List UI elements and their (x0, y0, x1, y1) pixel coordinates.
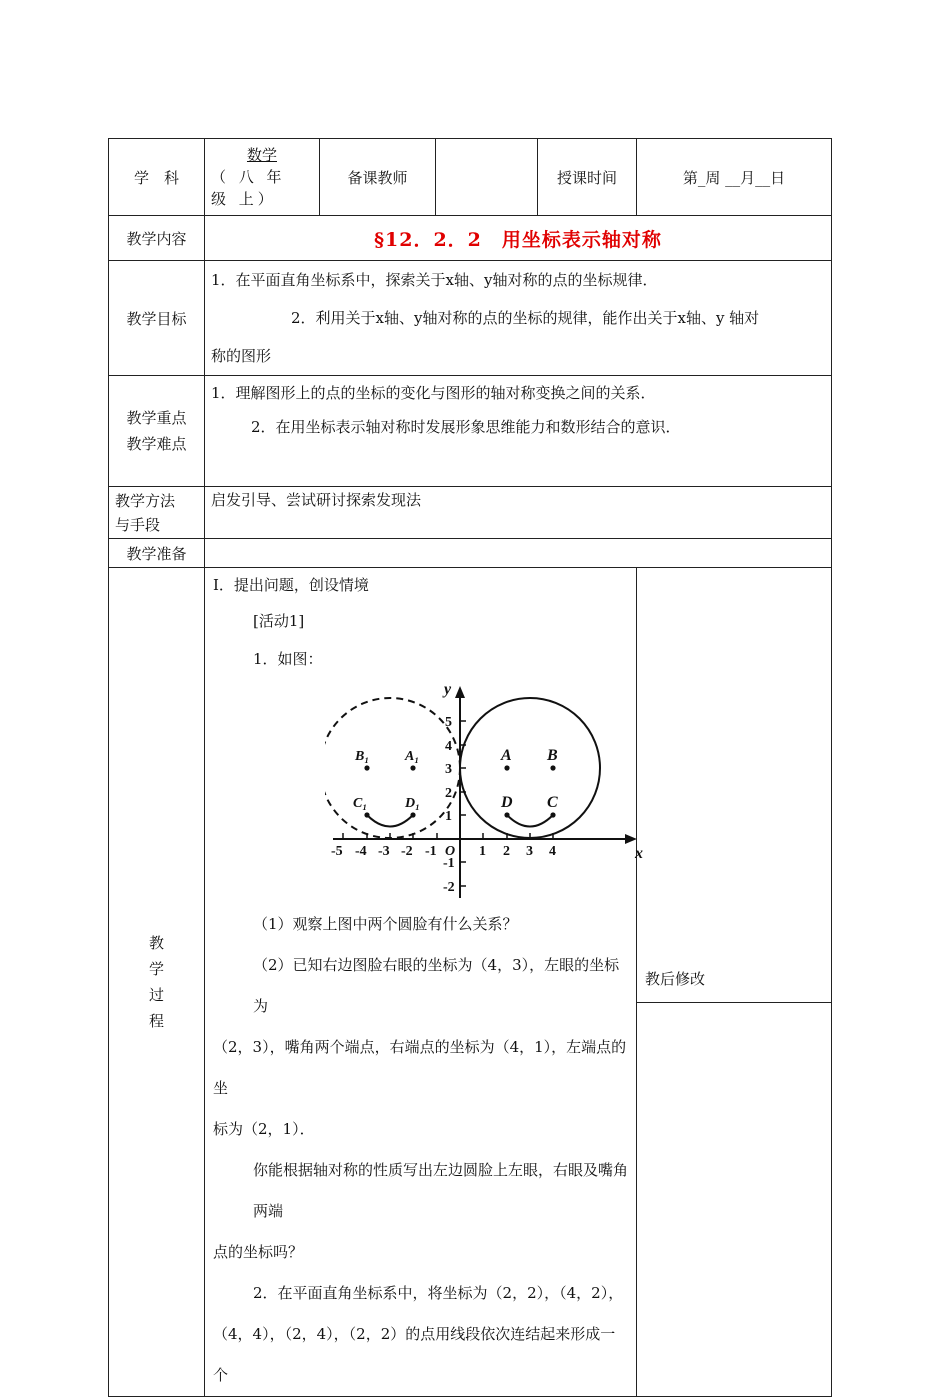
lesson-title: §12．2．2 用坐标表示轴对称 (205, 216, 832, 261)
keypoint-label: 教学重点 (126, 409, 187, 427)
prep-label: 教学准备 (109, 539, 205, 568)
coordinate-figure (325, 680, 665, 900)
method-value: 启发引导、尝试研讨探索发现法 (205, 487, 832, 539)
method-row (109, 487, 832, 539)
x-tick-label: -3 (378, 844, 390, 859)
point-label: B (547, 747, 558, 764)
teacher-label: 备课教师 (320, 139, 436, 216)
goal-1: 1．在平面直角坐标系中，探索关于x轴、y轴对称的点的坐标规律． (211, 271, 658, 289)
x-tick-label: 2 (503, 844, 510, 859)
process-row (109, 568, 832, 1397)
method-label-1: 教学方法 (115, 491, 176, 510)
point-label: C (547, 794, 558, 811)
y-tick-label: 1 (445, 809, 452, 824)
subject-label: 学 科 (109, 139, 205, 216)
y-tick-label: 3 (445, 762, 452, 777)
right-face-mouth (507, 815, 553, 827)
subject-value (205, 139, 320, 216)
left-face-mouth (367, 815, 413, 827)
question-3-line-1: 你能根据轴对称的性质写出左边圆脸上左眼，右眼及嘴角两端 (253, 1161, 629, 1220)
prep-value (205, 539, 832, 568)
x-tick-label: 3 (526, 844, 533, 859)
point-label: D₁ (405, 796, 420, 811)
origin-label: O (445, 844, 456, 859)
section-heading: Ⅰ．提出问题，创设情境 (213, 576, 369, 594)
goal-2: 2．利用关于x轴、y轴对称的点的坐标的规律，能作出关于x轴、y 轴对 (291, 309, 760, 327)
after-class-column (637, 568, 832, 1397)
point-label: B₁ (355, 749, 370, 764)
y-tick-label: 5 (445, 715, 452, 730)
process-label (109, 568, 205, 1397)
content-label: 教学内容 (109, 216, 205, 261)
process-char-1: 教 (148, 934, 164, 952)
x-tick-label: 4 (549, 844, 556, 859)
activity-label: [活动1] (253, 612, 305, 630)
content-row (109, 216, 832, 261)
question-3-line-2: 点的坐标吗？ (213, 1243, 304, 1261)
teacher-value (436, 139, 538, 216)
keypoints-text (205, 376, 832, 487)
grade-text: （ 八 年 级 上） (211, 168, 286, 208)
time-label: 授课时间 (538, 139, 637, 216)
y-tick-label: -1 (443, 856, 455, 871)
keypoints-label (109, 376, 205, 487)
y-tick-label: 4 (445, 739, 452, 754)
prep-row (109, 539, 832, 568)
point-label: C₁ (353, 796, 368, 811)
method-label (109, 487, 205, 539)
item-2-line-1: 2．在平面直角坐标系中，将坐标为（2，2），（4，2）， (253, 1284, 624, 1302)
y-axis-label: y (444, 681, 452, 698)
subject-name: 数学 (246, 146, 277, 164)
x-tick-label: -1 (425, 844, 437, 859)
item-2-line-2: （4，4），（2，4），（2，2）的点用线段依次连结起来形成一个 (213, 1325, 616, 1384)
method-label-2: 与手段 (115, 515, 161, 534)
header-row (109, 139, 832, 216)
goal-2-cont: 称的图形 (211, 347, 272, 365)
point-label: A₁ (405, 749, 420, 764)
process-char-2: 学 (148, 960, 164, 978)
y-tick-label: -2 (443, 880, 455, 895)
lesson-plan-table (108, 138, 832, 1397)
point-label: D (501, 794, 513, 811)
question-2-line-1: （2）已知右边图脸右眼的坐标为（4，3），左眼的坐标为 (253, 956, 620, 1015)
left-face-circle (325, 698, 460, 838)
goals-row (109, 261, 832, 376)
right-face-circle (460, 698, 600, 838)
point-label: A (501, 747, 512, 764)
x-tick-label: -5 (331, 844, 343, 859)
process-body (205, 568, 643, 1397)
goals-text (205, 261, 832, 376)
x-tick-label: -2 (401, 844, 413, 859)
process-char-4: 程 (148, 1012, 164, 1030)
keypoint-2: 2．在用坐标表示轴对称时发展形象思维能力和数形结合的意识． (251, 418, 681, 436)
y-tick-label: 2 (445, 786, 452, 801)
item-1: 1．如图： (253, 650, 323, 668)
difficulty-label: 教学难点 (126, 435, 187, 453)
after-class-label: 教后修改 (637, 962, 831, 1003)
x-axis-arrow (625, 834, 637, 844)
date-text: 第_周 __月__日 (637, 139, 832, 216)
x-axis-label: x (635, 845, 643, 862)
keypoint-1: 1．理解图形上的点的坐标的变化与图形的轴对称变换之间的关系． (211, 384, 656, 402)
y-axis-arrow (455, 686, 465, 698)
question-2-line-2: （2，3），嘴角两个端点，右端点的坐标为（4，1），左端点的坐 (213, 1038, 627, 1097)
goals-label: 教学目标 (109, 261, 205, 376)
keypoints-row (109, 376, 832, 487)
question-1: （1）观察上图中两个圆脸有什么关系？ (253, 915, 518, 933)
process-char-3: 过 (148, 986, 164, 1004)
x-tick-label: 1 (479, 844, 486, 859)
question-2-line-3: 标为（2，1）． (213, 1120, 315, 1138)
x-tick-label: -4 (355, 844, 367, 859)
